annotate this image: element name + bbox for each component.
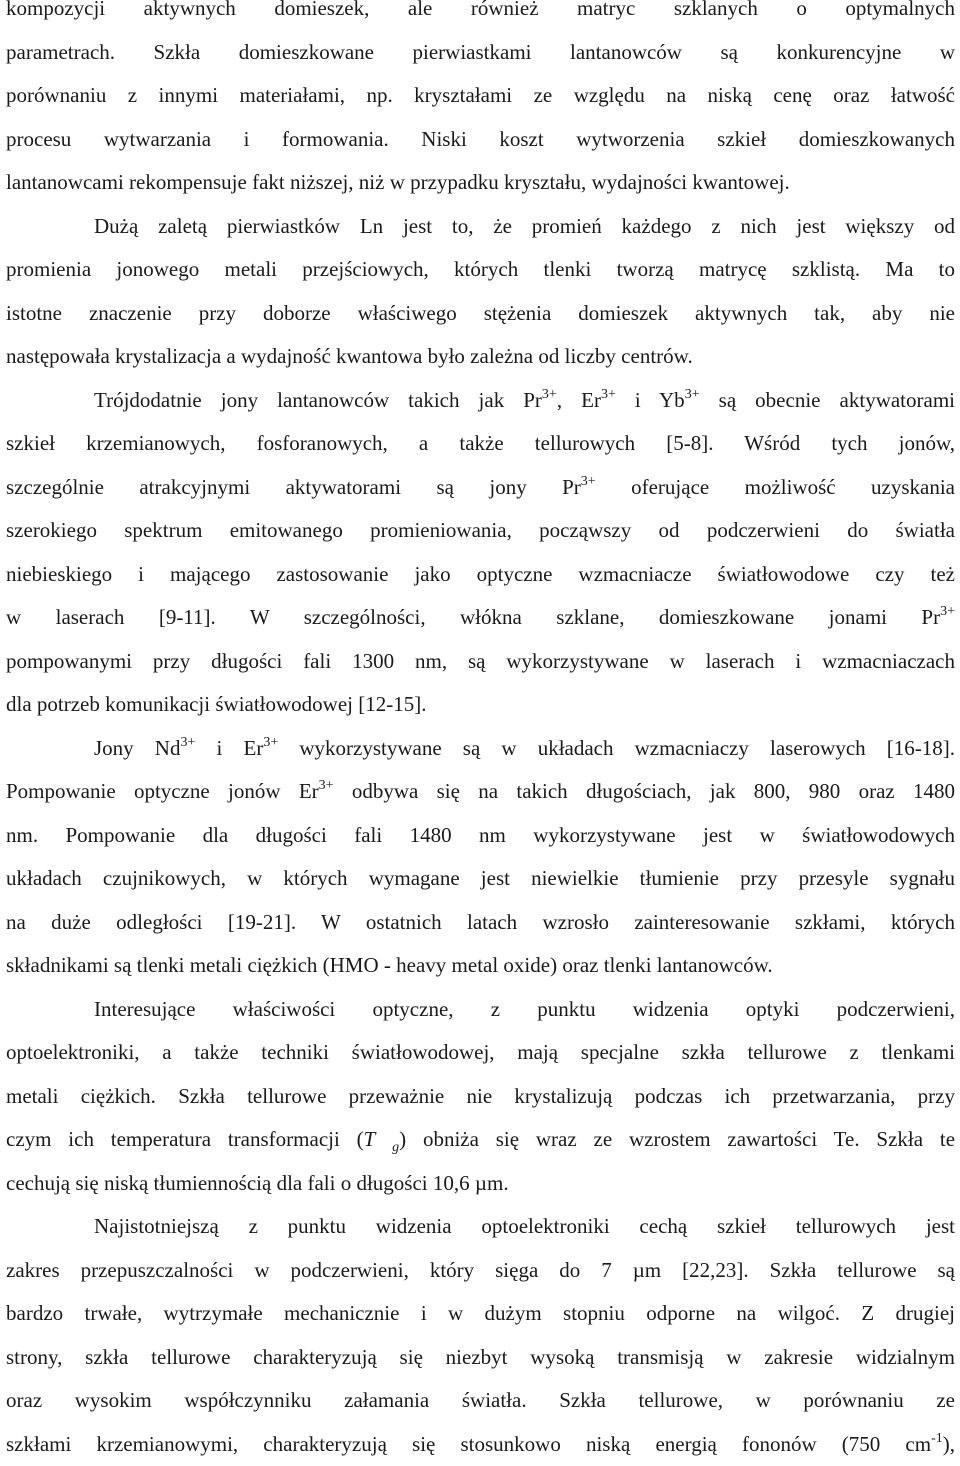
paragraph (6, 988, 955, 1206)
text-line (6, 770, 955, 814)
superscript: 3+ (581, 474, 596, 489)
text-line (6, 1162, 955, 1206)
superscript: 3+ (542, 387, 557, 402)
superscript: 3+ (940, 604, 955, 619)
text-line (6, 596, 955, 640)
text-run: szerokiego spektrum emitowanego promieniowania, począwszy od podczerwieni do światła (6, 518, 955, 542)
text-run: porównaniu z innymi materiałami, np. kryształami ze względu na niską cenę oraz łatwość (6, 83, 955, 107)
text-line (6, 74, 955, 118)
text-line (6, 466, 955, 510)
text-line (6, 1031, 955, 1075)
text-run (375, 1127, 392, 1151)
text-run: Interesujące właściwości optyczne, z punktu widzenia optyki podczerwieni, (94, 997, 955, 1021)
text-run: w laserach [9-11]. W szczególności, włókna szklane, domieszkowane jonami Pr (6, 605, 940, 629)
italic-symbol: T (364, 1127, 376, 1151)
text-run: Pompowanie optyczne jonów Er (6, 779, 319, 803)
superscript: 3+ (180, 735, 195, 750)
text-line (6, 509, 955, 553)
text-run: składnikami są tlenki metali ciężkich (HMO - heavy metal oxide) oraz tlenki lantanowców. (6, 953, 773, 977)
text-run: promienia jonowego metali przejściowych, których tlenki tworzą matrycę szklistą. Ma to (6, 257, 955, 281)
text-line (6, 118, 955, 162)
text-run: układach czujnikowych, w których wymagane jest niewielkie tłumienie przy przesyle sygnału (6, 866, 955, 890)
text-run: procesu wytwarzania i formowania. Niski koszt wytworzenia szkieł domieszkowanych (6, 127, 955, 151)
text-line (6, 161, 955, 205)
text-run: na duże odległości [19-21]. W ostatnich latach wzrosło zainteresowanie szkłami, których (6, 910, 955, 934)
text-line (6, 248, 955, 292)
text-run: są obecnie aktywatorami (700, 388, 955, 412)
text-line (6, 422, 955, 466)
superscript: 3+ (319, 778, 334, 793)
text-line (6, 31, 955, 75)
text-line (6, 1249, 955, 1293)
text-run: oraz wysokim współczynniku załamania światła. Szkła tellurowe, w porównaniu ze (6, 1388, 955, 1412)
text-run: wykorzystywane są w układach wzmacniaczy laserowych [16-18]. (278, 736, 955, 760)
text-run: nm. Pompowanie dla długości fali 1480 nm wykorzystywane jest w światłowodowych (6, 823, 955, 847)
text-line (6, 814, 955, 858)
text-run: i Yb (616, 388, 685, 412)
text-line (6, 553, 955, 597)
text-run: ), (943, 1432, 955, 1456)
text-run: optoelektroniki, a także techniki światłowodowej, mają specjalne szkła tellurowe z tlenkami (6, 1040, 955, 1064)
paragraph (6, 205, 955, 379)
text-run: , Er (557, 388, 601, 412)
text-run: kompozycji aktywnych domieszek, ale również matryc szklanych o optymalnych (6, 0, 955, 20)
text-line (6, 0, 955, 31)
text-line (6, 857, 955, 901)
text-line (6, 205, 955, 249)
text-run: istotne znaczenie przy doborze właściwego stężenia domieszek aktywnych tak, aby nie (6, 301, 955, 325)
text-run: szczególnie atrakcyjnymi aktywatorami są jony Pr (6, 475, 581, 499)
text-run: parametrach. Szkła domieszkowane pierwiastkami lantanowców są konkurencyjne w (6, 40, 955, 64)
text-run: ) obniża się wraz ze wzrostem zawartości Te. Szkła te (399, 1127, 955, 1151)
subscript-symbol: g (392, 1140, 399, 1155)
text-line (6, 292, 955, 336)
text-line (6, 640, 955, 684)
text-run: dla potrzeb komunikacji światłowodowej [12-15]. (6, 692, 426, 716)
text-run: odbywa się na takich długościach, jak 800, 980 oraz 1480 (334, 779, 955, 803)
paragraph (6, 727, 955, 988)
text-line (6, 1205, 955, 1249)
text-run: szkieł krzemianowych, fosforanowych, a także tellurowych [5-8]. Wśród tych jonów, (6, 431, 955, 455)
text-run: i Er (195, 736, 263, 760)
text-line (6, 727, 955, 771)
text-run: czym ich temperatura transformacji ( (6, 1127, 364, 1151)
text-line (6, 1423, 955, 1466)
superscript: 3+ (601, 387, 616, 402)
text-run: cechują się niską tłumiennością dla fali o długości 10,6 µm. (6, 1171, 509, 1195)
text-line (6, 1118, 955, 1162)
text-line (6, 683, 955, 727)
text-line (6, 901, 955, 945)
text-line (6, 1336, 955, 1380)
text-line (6, 944, 955, 988)
text-run: lantanowcami rekompensuje fakt niższej, niż w przypadku kryształu, wydajności kwantowej. (6, 170, 790, 194)
text-run: oferujące możliwość uzyskania (596, 475, 955, 499)
text-line (6, 1075, 955, 1119)
text-run: strony, szkła tellurowe charakteryzują się niezbyt wysoką transmisją w zakresie widzialnym (6, 1345, 955, 1369)
paragraph (6, 0, 955, 205)
text-line (6, 379, 955, 423)
superscript: -1 (931, 1431, 943, 1446)
paragraph (6, 1205, 955, 1466)
text-run: metali ciężkich. Szkła tellurowe przeważnie nie krystalizują podczas ich przetwarzania, przy (6, 1084, 955, 1108)
superscript: 3+ (685, 387, 700, 402)
text-run: szkłami krzemianowymi, charakteryzują się stosunkowo niską energią fononów (750 cm (6, 1432, 931, 1456)
text-run: bardzo trwałe, wytrzymałe mechanicznie i w dużym stopniu odporne na wilgoć. Z drugiej (6, 1301, 955, 1325)
text-run: następowała krystalizacja a wydajność kwantowa było zależna od liczby centrów. (6, 344, 693, 368)
text-run: Jony Nd (94, 736, 180, 760)
text-run: pompowanymi przy długości fali 1300 nm, są wykorzystywane w laserach i wzmacniaczach (6, 649, 955, 673)
text-run: Dużą zaletą pierwiastków Ln jest to, że promień każdego z nich jest większy od (94, 214, 955, 238)
text-run: Najistotniejszą z punktu widzenia optoelektroniki cechą szkieł tellurowych jest (94, 1214, 955, 1238)
superscript: 3+ (263, 735, 278, 750)
text-run: niebieskiego i mającego zastosowanie jako optyczne wzmacniacze światłowodowe czy też (6, 562, 955, 586)
text-run: zakres przepuszczalności w podczerwieni, który sięga do 7 µm [22,23]. Szkła tellurowe są (6, 1258, 955, 1282)
paragraph (6, 379, 955, 727)
text-run: Trójdodatnie jony lantanowców takich jak Pr (94, 388, 542, 412)
text-line (6, 1292, 955, 1336)
text-line (6, 1379, 955, 1423)
text-line (6, 988, 955, 1032)
text-line (6, 335, 955, 379)
